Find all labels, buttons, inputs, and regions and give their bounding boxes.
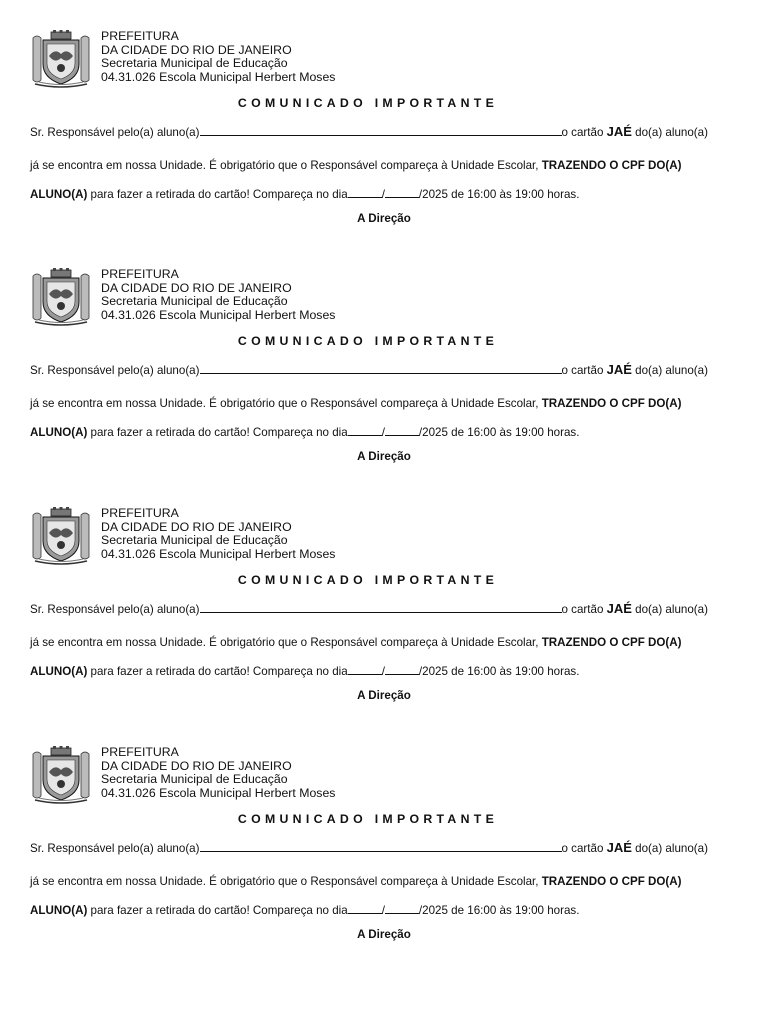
header-school: 04.31.026 Escola Municipal Herbert Moses [101, 69, 336, 84]
header-school: 04.31.026 Escola Municipal Herbert Moses [101, 785, 336, 800]
header-city: DA CIDADE DO RIO DE JANEIRO [101, 519, 292, 534]
header-secretaria: Secretaria Municipal de Educação [101, 294, 288, 309]
jae-card-label: JAÉ [606, 601, 632, 616]
student-name-blank[interactable] [200, 840, 562, 852]
body-line-1 [30, 124, 708, 140]
header-city: DA CIDADE DO RIO DE JANEIRO [101, 280, 292, 295]
month-blank[interactable] [385, 186, 419, 198]
body-line-2 [30, 875, 681, 889]
body-line-1 [30, 362, 708, 378]
line2-bold: TRAZENDO O CPF DO(A) [541, 875, 682, 888]
day-blank[interactable] [348, 424, 382, 436]
line3-bold: ALUNO(A) [30, 188, 88, 201]
notice-title: COMUNICADO IMPORTANTE [237, 573, 499, 587]
line3-bold: ALUNO(A) [30, 426, 88, 439]
line3-suffix: /2025 de 16:00 às 19:00 horas. [418, 904, 580, 917]
month-blank[interactable] [385, 663, 419, 675]
body-line-1 [30, 601, 708, 617]
line2-text: já se encontra em nossa Unidade. É obrigatório que o Responsável compareça à Unidade Escolar, [30, 636, 542, 649]
line3-bold: ALUNO(A) [30, 904, 88, 917]
body-line-3 [30, 186, 579, 202]
date-separator: / [381, 426, 385, 439]
jae-card-label: JAÉ [606, 840, 632, 855]
line3-text: para fazer a retirada do cartão! Compareça no dia [87, 904, 348, 917]
line1-mid: o cartão [561, 364, 607, 377]
header-prefeitura: PREFEITURA [101, 506, 179, 520]
line1-prefix: Sr. Responsável pelo(a) aluno(a) [30, 842, 200, 855]
header-city: DA CIDADE DO RIO DE JANEIRO [101, 758, 292, 773]
body-line-1 [30, 840, 708, 856]
line2-bold: TRAZENDO O CPF DO(A) [541, 159, 682, 172]
line2-text: já se encontra em nossa Unidade. É obrigatório que o Responsável compareça à Unidade Escolar, [30, 875, 542, 888]
line3-suffix: /2025 de 16:00 às 19:00 horas. [418, 665, 580, 678]
student-name-blank[interactable] [200, 124, 562, 136]
line1-suffix: do(a) aluno(a) [631, 364, 708, 377]
date-separator: / [381, 904, 385, 917]
institution-header [101, 30, 335, 84]
institution-header [101, 268, 335, 322]
signature: A Direção [357, 212, 411, 225]
header-prefeitura: PREFEITURA [101, 267, 179, 281]
body-line-2 [30, 636, 681, 650]
month-blank[interactable] [385, 902, 419, 914]
header-secretaria: Secretaria Municipal de Educação [101, 533, 288, 548]
month-blank[interactable] [385, 424, 419, 436]
date-separator: / [381, 665, 385, 678]
notice-title: COMUNICADO IMPORTANTE [237, 96, 499, 110]
line2-bold: TRAZENDO O CPF DO(A) [541, 636, 682, 649]
signature: A Direção [357, 689, 411, 702]
line1-mid: o cartão [561, 126, 607, 139]
signature: A Direção [357, 928, 411, 941]
line1-prefix: Sr. Responsável pelo(a) aluno(a) [30, 126, 200, 139]
line1-prefix: Sr. Responsável pelo(a) aluno(a) [30, 603, 200, 616]
coat-of-arms-icon [29, 268, 93, 326]
coat-of-arms-icon [29, 30, 93, 88]
line1-suffix: do(a) aluno(a) [631, 126, 708, 139]
notice-title: COMUNICADO IMPORTANTE [237, 334, 499, 348]
body-line-3 [30, 424, 579, 440]
line3-bold: ALUNO(A) [30, 665, 88, 678]
student-name-blank[interactable] [200, 362, 562, 374]
signature: A Direção [357, 450, 411, 463]
coat-of-arms-icon [29, 507, 93, 565]
line1-suffix: do(a) aluno(a) [631, 842, 708, 855]
line1-mid: o cartão [561, 603, 607, 616]
notice-title: COMUNICADO IMPORTANTE [237, 812, 499, 826]
notice-slip [0, 30, 768, 260]
jae-card-label: JAÉ [606, 124, 632, 139]
student-name-blank[interactable] [200, 601, 562, 613]
line2-text: já se encontra em nossa Unidade. É obrigatório que o Responsável compareça à Unidade Escolar, [30, 397, 542, 410]
institution-header [101, 507, 335, 561]
coat-of-arms-icon [29, 746, 93, 804]
day-blank[interactable] [348, 663, 382, 675]
institution-header [101, 746, 335, 800]
line2-bold: TRAZENDO O CPF DO(A) [541, 397, 682, 410]
body-line-3 [30, 663, 579, 679]
date-separator: / [381, 188, 385, 201]
header-secretaria: Secretaria Municipal de Educação [101, 56, 288, 71]
line3-text: para fazer a retirada do cartão! Compareça no dia [87, 188, 348, 201]
notice-slip [0, 507, 768, 737]
notice-slip [0, 268, 768, 498]
line3-text: para fazer a retirada do cartão! Compareça no dia [87, 426, 348, 439]
line1-prefix: Sr. Responsável pelo(a) aluno(a) [30, 364, 200, 377]
jae-card-label: JAÉ [606, 362, 632, 377]
line1-mid: o cartão [561, 842, 607, 855]
header-prefeitura: PREFEITURA [101, 745, 179, 759]
day-blank[interactable] [348, 902, 382, 914]
header-school: 04.31.026 Escola Municipal Herbert Moses [101, 307, 336, 322]
notice-slip [0, 746, 768, 976]
header-city: DA CIDADE DO RIO DE JANEIRO [101, 42, 292, 57]
body-line-2 [30, 159, 681, 173]
header-secretaria: Secretaria Municipal de Educação [101, 772, 288, 787]
body-line-3 [30, 902, 579, 918]
body-line-2 [30, 397, 681, 411]
line2-text: já se encontra em nossa Unidade. É obrigatório que o Responsável compareça à Unidade Escolar, [30, 159, 542, 172]
day-blank[interactable] [348, 186, 382, 198]
header-prefeitura: PREFEITURA [101, 29, 179, 43]
line3-suffix: /2025 de 16:00 às 19:00 horas. [418, 188, 580, 201]
line3-text: para fazer a retirada do cartão! Compareça no dia [87, 665, 348, 678]
line3-suffix: /2025 de 16:00 às 19:00 horas. [418, 426, 580, 439]
line1-suffix: do(a) aluno(a) [631, 603, 708, 616]
header-school: 04.31.026 Escola Municipal Herbert Moses [101, 546, 336, 561]
